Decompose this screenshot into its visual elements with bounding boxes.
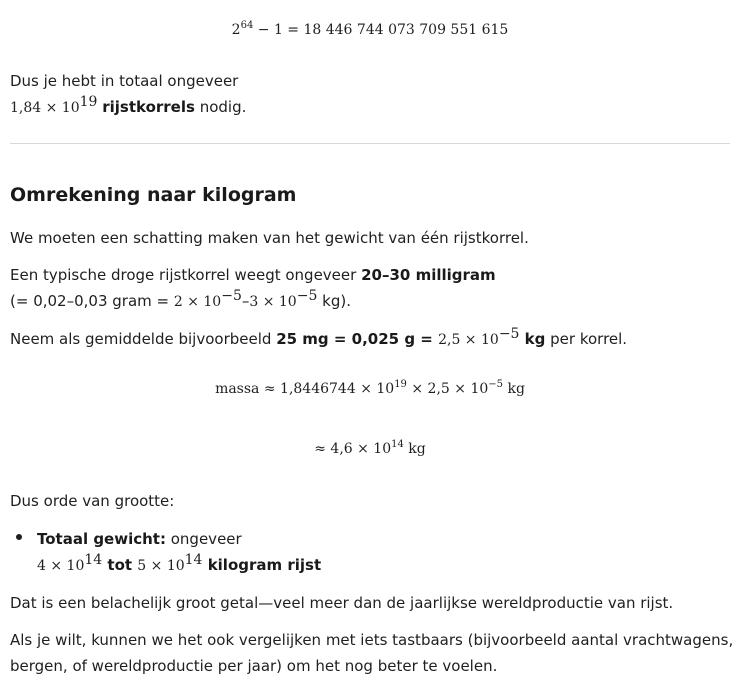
bullet-line1: Totaal gewicht: ongeveer (37, 530, 242, 548)
formula-result: ≈ $4,6 \times 10^{14}$ kg (314, 439, 426, 457)
formula-mass: massa ≈ $1,8446744 \times 10^{19} \times 2,5 \times 10^{-5}$ kg (215, 379, 525, 397)
total-grains-line2: $1,84 \times 10^{19}$ rijstkorrels nodig. (10, 94, 247, 116)
compare-line2: bergen, of wereldproductie per jaar) om het nog beter te voelen. (10, 657, 498, 675)
estimate-paragraph: We moeten een schatting maken van het gewicht van één rijstkorrel. (10, 229, 529, 247)
section-heading: Omrekening naar kilogram (10, 184, 297, 206)
compare-line1: Als je wilt, kunnen we het ook vergelijken met iets tastbaars (bijvoorbeeld aantal vrachtwagens, (10, 631, 734, 649)
bullet-line2: $4 \times 10^{14}$ tot $5 \times 10^{14}$ kilogram rijst (37, 552, 322, 574)
ridiculous-paragraph: Dat is een belachelijk groot getal—veel meer dan de jaarlijkse wereldproductie van rijst. (10, 594, 674, 612)
order-of-magnitude-paragraph: Dus orde van grootte: (10, 492, 175, 510)
mean-weight-paragraph: Neem als gemiddelde bijvoorbeeld 25 mg = 0,025 $g = 2,5 \times 10^{-5}$ kg per korrel. (10, 326, 628, 348)
section-divider (10, 143, 730, 144)
typical-weight-line1: Een typische droge rijstkorrel weegt ongeveer 20–30 milligram (10, 266, 496, 284)
bullet-dot (16, 534, 22, 540)
total-grains-line1: Dus je hebt in totaal ongeveer (10, 72, 239, 90)
formula-total-grains: $2^{64} - 1 = 18$ 446 744 073 709 551 615 (231, 20, 509, 38)
typical-weight-line2: (= 0,02–0,03 gram = $2 \times 10^{-5}-3 \times 10^{-5}$ kg). (10, 288, 351, 310)
